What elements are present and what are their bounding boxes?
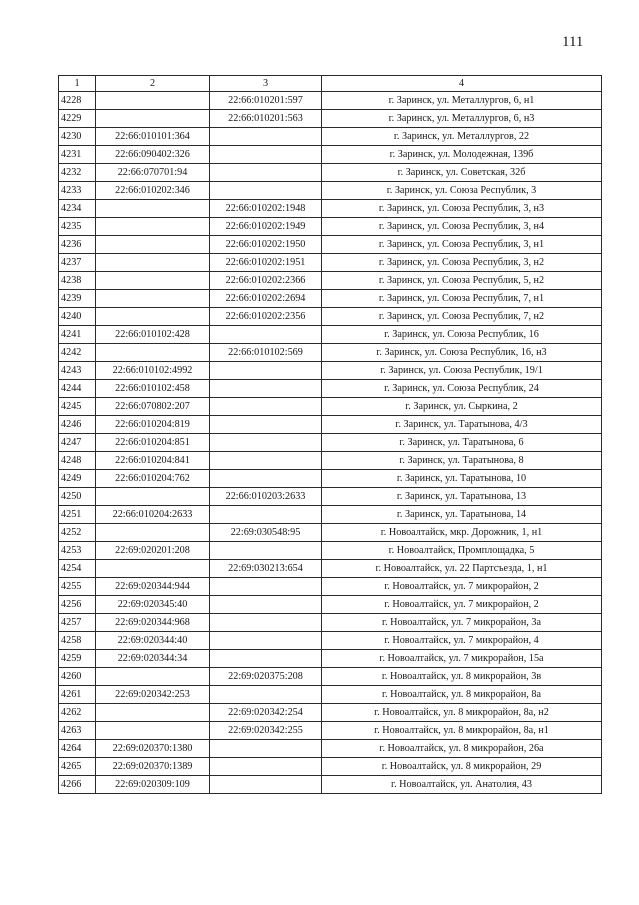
address-cell: г. Заринск, ул. Таратынова, 10 (322, 470, 602, 488)
table-row (59, 578, 602, 596)
table-row (59, 326, 602, 344)
cadastral-number-cell (96, 524, 210, 542)
cadastral-number-cell: 22:69:020370:1389 (96, 758, 210, 776)
address-cell: г. Новоалтайск, ул. Анатолия, 43 (322, 776, 602, 794)
row-number-cell: 4251 (59, 506, 96, 524)
cadastral-number-cell: 22:66:010204:762 (96, 470, 210, 488)
address-cell: г. Заринск, ул. Союза Республик, 19/1 (322, 362, 602, 380)
table-row (59, 722, 602, 740)
row-number-cell: 4256 (59, 596, 96, 614)
table-row (59, 128, 602, 146)
cadastral-number-cell: 22:66:010201:563 (210, 110, 322, 128)
table-row (59, 506, 602, 524)
cadastral-number-cell: 22:66:070701:94 (96, 164, 210, 182)
address-cell: г. Заринск, ул. Союза Республик, 3, н1 (322, 236, 602, 254)
address-cell: г. Новоалтайск, ул. 22 Партсъезда, 1, н1 (322, 560, 602, 578)
row-number-cell: 4236 (59, 236, 96, 254)
address-cell: г. Заринск, ул. Союза Республик, 5, н2 (322, 272, 602, 290)
cadastral-number-cell: 22:66:010203:2633 (210, 488, 322, 506)
cadastral-number-cell: 22:69:020345:40 (96, 596, 210, 614)
address-cell: г. Заринск, ул. Молодежная, 139б (322, 146, 602, 164)
address-cell: г. Заринск, ул. Союза Республик, 24 (322, 380, 602, 398)
cadastral-number-cell (96, 290, 210, 308)
row-number-cell: 4243 (59, 362, 96, 380)
address-cell: г. Заринск, ул. Таратынова, 14 (322, 506, 602, 524)
table-row (59, 524, 602, 542)
cadastral-number-cell: 22:66:010204:851 (96, 434, 210, 452)
table-row (59, 632, 602, 650)
row-number-cell: 4252 (59, 524, 96, 542)
cadastral-number-cell (210, 776, 322, 794)
cadastral-number-cell (210, 434, 322, 452)
cadastral-number-cell: 22:69:020370:1380 (96, 740, 210, 758)
table-row (59, 542, 602, 560)
table-row (59, 560, 602, 578)
table-row (59, 398, 602, 416)
cadastral-number-cell (96, 722, 210, 740)
table-row (59, 362, 602, 380)
cadastral-number-cell: 22:66:090402:326 (96, 146, 210, 164)
table-row (59, 164, 602, 182)
cadastral-number-cell: 22:66:010102:569 (210, 344, 322, 362)
column-header: 2 (96, 76, 210, 92)
cadastral-number-cell: 22:69:020309:109 (96, 776, 210, 794)
row-number-cell: 4254 (59, 560, 96, 578)
address-cell: г. Новоалтайск, Промплощадка, 5 (322, 542, 602, 560)
cadastral-number-cell (210, 758, 322, 776)
row-number-cell: 4266 (59, 776, 96, 794)
cadastral-number-cell (96, 254, 210, 272)
address-cell: г. Заринск, ул. Таратынова, 6 (322, 434, 602, 452)
row-number-cell: 4247 (59, 434, 96, 452)
row-number-cell: 4233 (59, 182, 96, 200)
cadastral-number-cell: 22:66:010204:2633 (96, 506, 210, 524)
address-cell: г. Заринск, ул. Металлургов, 6, н3 (322, 110, 602, 128)
cadastral-number-cell: 22:66:010201:597 (210, 92, 322, 110)
address-cell: г. Заринск, ул. Сыркина, 2 (322, 398, 602, 416)
cadastral-number-cell (96, 344, 210, 362)
cadastral-number-cell: 22:66:010102:4992 (96, 362, 210, 380)
row-number-cell: 4261 (59, 686, 96, 704)
address-cell: г. Новоалтайск, ул. 8 микрорайон, 26а (322, 740, 602, 758)
row-number-cell: 4229 (59, 110, 96, 128)
row-number-cell: 4241 (59, 326, 96, 344)
address-cell: г. Заринск, ул. Таратынова, 8 (322, 452, 602, 470)
table-row (59, 254, 602, 272)
cadastral-number-cell: 22:69:020344:34 (96, 650, 210, 668)
registry-table (58, 75, 602, 794)
table-row (59, 146, 602, 164)
address-cell: г. Заринск, ул. Союза Республик, 7, н1 (322, 290, 602, 308)
row-number-cell: 4253 (59, 542, 96, 560)
table-row (59, 434, 602, 452)
cadastral-number-cell (96, 308, 210, 326)
table-row (59, 416, 602, 434)
cadastral-number-cell (210, 164, 322, 182)
table-body (59, 92, 602, 794)
row-number-cell: 4250 (59, 488, 96, 506)
cadastral-number-cell: 22:69:020344:944 (96, 578, 210, 596)
cadastral-number-cell: 22:66:010202:1949 (210, 218, 322, 236)
row-number-cell: 4265 (59, 758, 96, 776)
column-header: 3 (210, 76, 322, 92)
cadastral-number-cell (96, 704, 210, 722)
cadastral-number-cell (210, 596, 322, 614)
address-cell: г. Новоалтайск, мкр. Дорожник, 1, н1 (322, 524, 602, 542)
table-header-row (59, 76, 602, 92)
address-cell: г. Заринск, ул. Союза Республик, 3 (322, 182, 602, 200)
address-cell: г. Новоалтайск, ул. 8 микрорайон, 8а, н2 (322, 704, 602, 722)
cadastral-number-cell: 22:66:010202:1951 (210, 254, 322, 272)
row-number-cell: 4234 (59, 200, 96, 218)
table-row (59, 110, 602, 128)
address-cell: г. Заринск, ул. Союза Республик, 3, н2 (322, 254, 602, 272)
cadastral-number-cell: 22:66:010202:2366 (210, 272, 322, 290)
row-number-cell: 4235 (59, 218, 96, 236)
cadastral-number-cell (210, 650, 322, 668)
cadastral-number-cell: 22:66:010102:458 (96, 380, 210, 398)
table-row (59, 92, 602, 110)
cadastral-number-cell (96, 272, 210, 290)
cadastral-number-cell: 22:66:010102:428 (96, 326, 210, 344)
page-number: 111 (562, 34, 584, 50)
cadastral-number-cell (210, 362, 322, 380)
row-number-cell: 4260 (59, 668, 96, 686)
cadastral-number-cell (210, 632, 322, 650)
cadastral-number-cell: 22:69:030548:95 (210, 524, 322, 542)
cadastral-number-cell (96, 92, 210, 110)
cadastral-number-cell (210, 686, 322, 704)
cadastral-number-cell (210, 380, 322, 398)
row-number-cell: 4230 (59, 128, 96, 146)
cadastral-number-cell (210, 470, 322, 488)
row-number-cell: 4264 (59, 740, 96, 758)
cadastral-number-cell: 22:66:010202:346 (96, 182, 210, 200)
row-number-cell: 4232 (59, 164, 96, 182)
table-row (59, 218, 602, 236)
cadastral-number-cell (210, 182, 322, 200)
table-row (59, 758, 602, 776)
table-row (59, 488, 602, 506)
row-number-cell: 4259 (59, 650, 96, 668)
row-number-cell: 4257 (59, 614, 96, 632)
cadastral-number-cell: 22:69:030213:654 (210, 560, 322, 578)
table-row (59, 470, 602, 488)
cadastral-number-cell (210, 398, 322, 416)
row-number-cell: 4244 (59, 380, 96, 398)
cadastral-number-cell (96, 668, 210, 686)
cadastral-number-cell: 22:69:020201:208 (96, 542, 210, 560)
table-row (59, 704, 602, 722)
address-cell: г. Новоалтайск, ул. 7 микрорайон, 2 (322, 578, 602, 596)
cadastral-number-cell (210, 416, 322, 434)
row-number-cell: 4239 (59, 290, 96, 308)
cadastral-number-cell (210, 614, 322, 632)
address-cell: г. Заринск, ул. Таратынова, 4/3 (322, 416, 602, 434)
address-cell: г. Заринск, ул. Союза Республик, 3, н4 (322, 218, 602, 236)
cadastral-number-cell: 22:69:020342:255 (210, 722, 322, 740)
row-number-cell: 4228 (59, 92, 96, 110)
column-header: 4 (322, 76, 602, 92)
cadastral-number-cell (210, 740, 322, 758)
cadastral-number-cell: 22:66:010202:1948 (210, 200, 322, 218)
address-cell: г. Новоалтайск, ул. 7 микрорайон, 3а (322, 614, 602, 632)
address-cell: г. Новоалтайск, ул. 8 микрорайон, 3в (322, 668, 602, 686)
row-number-cell: 4255 (59, 578, 96, 596)
table-row (59, 182, 602, 200)
row-number-cell: 4238 (59, 272, 96, 290)
table-row (59, 452, 602, 470)
cadastral-number-cell: 22:69:020342:254 (210, 704, 322, 722)
cadastral-number-cell: 22:69:020344:968 (96, 614, 210, 632)
cadastral-number-cell (210, 326, 322, 344)
address-cell: г. Заринск, ул. Таратынова, 13 (322, 488, 602, 506)
address-cell: г. Заринск, ул. Советская, 32б (322, 164, 602, 182)
cadastral-number-cell: 22:66:010204:819 (96, 416, 210, 434)
table-row (59, 650, 602, 668)
row-number-cell: 4262 (59, 704, 96, 722)
table-row (59, 200, 602, 218)
cadastral-number-cell: 22:69:020342:253 (96, 686, 210, 704)
table-row (59, 596, 602, 614)
cadastral-number-cell: 22:66:070802:207 (96, 398, 210, 416)
table-row (59, 668, 602, 686)
address-cell: г. Новоалтайск, ул. 7 микрорайон, 15а (322, 650, 602, 668)
address-cell: г. Новоалтайск, ул. 8 микрорайон, 8а (322, 686, 602, 704)
cadastral-number-cell (210, 146, 322, 164)
table-row (59, 380, 602, 398)
address-cell: г. Заринск, ул. Металлургов, 6, н1 (322, 92, 602, 110)
column-header: 1 (59, 76, 96, 92)
address-cell: г. Заринск, ул. Металлургов, 22 (322, 128, 602, 146)
table-row (59, 308, 602, 326)
table-row (59, 236, 602, 254)
cadastral-number-cell (96, 236, 210, 254)
row-number-cell: 4242 (59, 344, 96, 362)
address-cell: г. Новоалтайск, ул. 7 микрорайон, 4 (322, 632, 602, 650)
cadastral-number-cell (96, 200, 210, 218)
row-number-cell: 4248 (59, 452, 96, 470)
address-cell: г. Новоалтайск, ул. 8 микрорайон, 29 (322, 758, 602, 776)
cadastral-number-cell: 22:66:010202:2694 (210, 290, 322, 308)
cadastral-number-cell (210, 452, 322, 470)
cadastral-number-cell: 22:66:010202:1950 (210, 236, 322, 254)
cadastral-number-cell: 22:69:020375:208 (210, 668, 322, 686)
cadastral-number-cell (210, 506, 322, 524)
table-row (59, 740, 602, 758)
table-row (59, 272, 602, 290)
row-number-cell: 4231 (59, 146, 96, 164)
cadastral-number-cell (210, 542, 322, 560)
address-cell: г. Заринск, ул. Союза Республик, 3, н3 (322, 200, 602, 218)
cadastral-number-cell (210, 578, 322, 596)
address-cell: г. Новоалтайск, ул. 8 микрорайон, 8а, н1 (322, 722, 602, 740)
cadastral-number-cell (96, 488, 210, 506)
cadastral-number-cell (210, 128, 322, 146)
address-cell: г. Заринск, ул. Союза Республик, 16 (322, 326, 602, 344)
cadastral-number-cell: 22:66:010101:364 (96, 128, 210, 146)
table-row (59, 614, 602, 632)
table-row (59, 776, 602, 794)
row-number-cell: 4240 (59, 308, 96, 326)
row-number-cell: 4263 (59, 722, 96, 740)
row-number-cell: 4237 (59, 254, 96, 272)
row-number-cell: 4258 (59, 632, 96, 650)
address-cell: г. Новоалтайск, ул. 7 микрорайон, 2 (322, 596, 602, 614)
cadastral-number-cell: 22:66:010202:2356 (210, 308, 322, 326)
cadastral-number-cell: 22:69:020344:40 (96, 632, 210, 650)
row-number-cell: 4245 (59, 398, 96, 416)
table-row (59, 290, 602, 308)
row-number-cell: 4246 (59, 416, 96, 434)
cadastral-number-cell (96, 110, 210, 128)
address-cell: г. Заринск, ул. Союза Республик, 7, н2 (322, 308, 602, 326)
cadastral-number-cell (96, 218, 210, 236)
cadastral-number-cell: 22:66:010204:841 (96, 452, 210, 470)
row-number-cell: 4249 (59, 470, 96, 488)
table-row (59, 686, 602, 704)
cadastral-number-cell (96, 560, 210, 578)
address-cell: г. Заринск, ул. Союза Республик, 16, н3 (322, 344, 602, 362)
table-row (59, 344, 602, 362)
